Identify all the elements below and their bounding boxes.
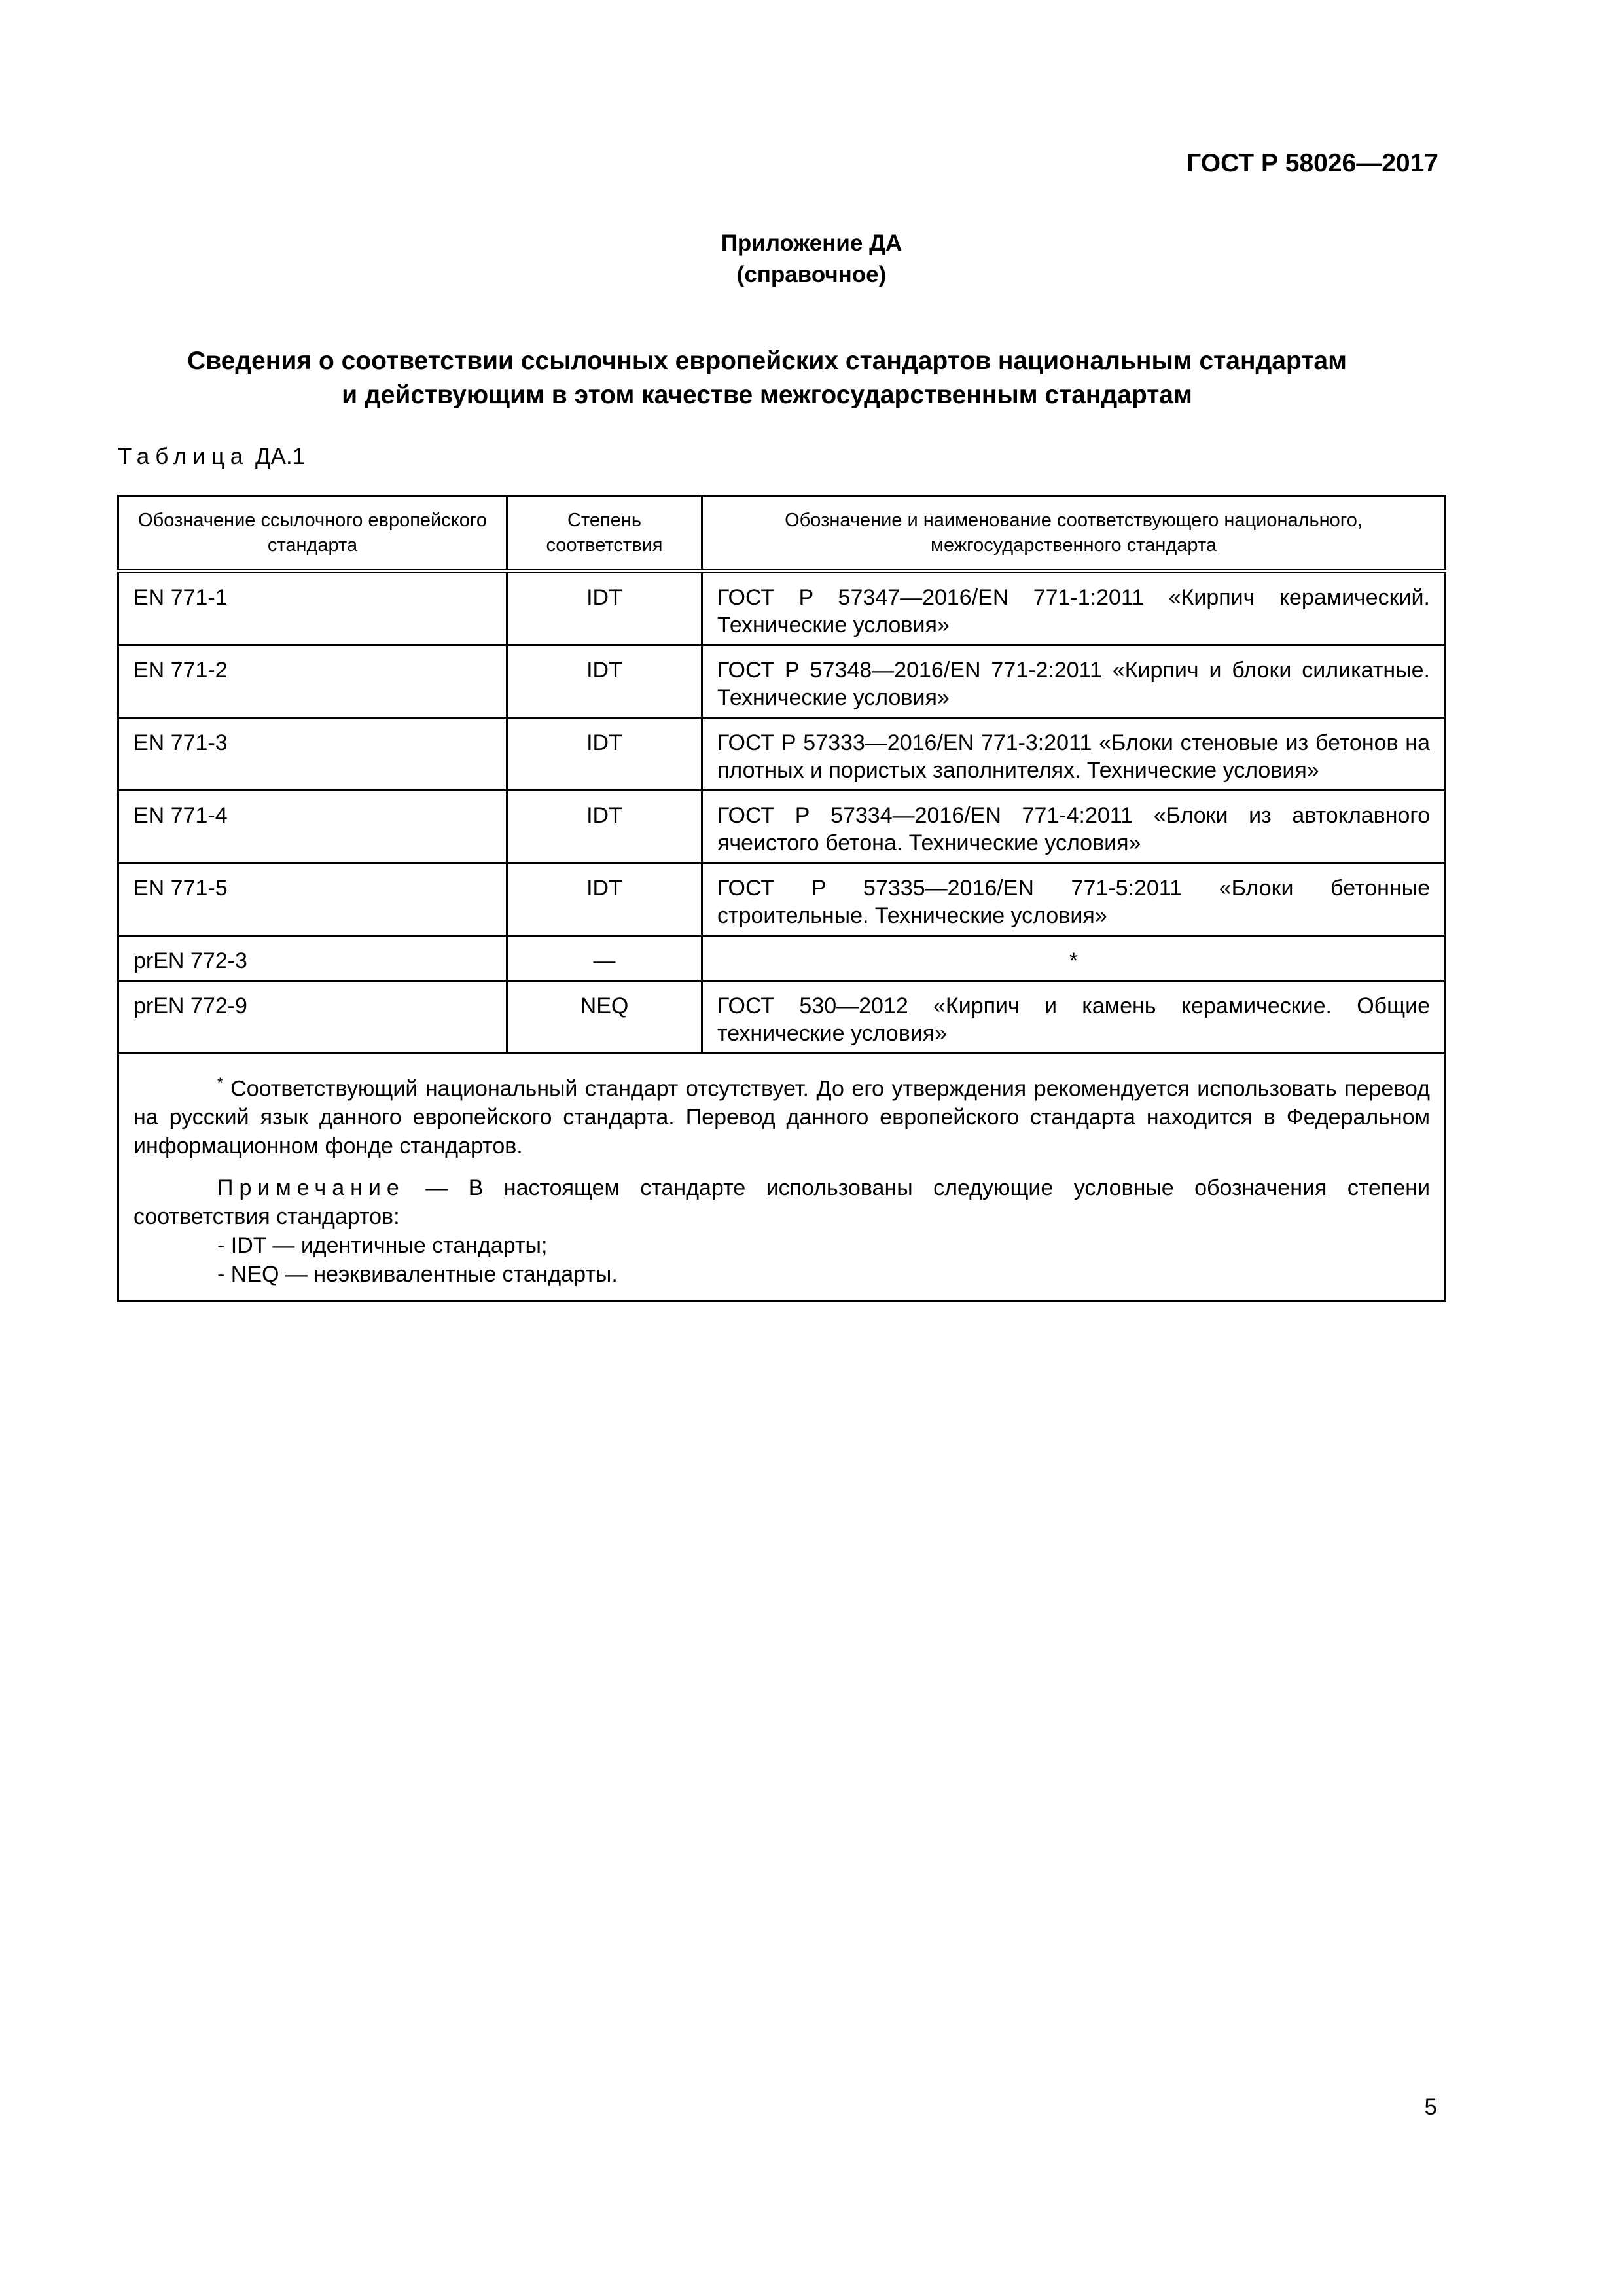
appendix-title: Приложение ДА [721, 230, 902, 256]
cell-reference-standard: EN 771-4 [118, 791, 507, 863]
cell-national-standard: ГОСТ Р 57335—2016/EN 771-5:2011 «Блоки бетонные строительные. Технические условия» [702, 863, 1446, 936]
footnote-text: Соответствующий национальный стандарт отсутствует. До его утверждения рекомендуется использовать перевод на русский язык данного европейского стандарта. Перевод данного европейского стандарта находится в Федеральном информационном фонде стандартов. [134, 1076, 1430, 1159]
table-row [118, 981, 1446, 1054]
cell-degree: IDT [507, 571, 702, 645]
section-title [118, 344, 1416, 412]
cell-degree: — [507, 936, 702, 981]
table-notes-cell [118, 1054, 1446, 1302]
cell-reference-standard: prEN 772-3 [118, 936, 507, 981]
cell-national-standard: ГОСТ 530—2012 «Кирпич и камень керамические. Общие технические условия» [702, 981, 1446, 1054]
document-code: ГОСТ Р 58026—2017 [1186, 149, 1438, 177]
note-text: — В настоящем стандарте использованы следующие условные обозначения степени соответствия стандартов: [134, 1175, 1431, 1230]
cell-degree: IDT [507, 645, 702, 718]
cell-degree: IDT [507, 791, 702, 863]
table-row [118, 863, 1446, 936]
table-row [118, 571, 1446, 645]
header-degree: Степень соответствия [507, 496, 702, 571]
table-header-row [118, 496, 1446, 571]
appendix-heading [0, 228, 1623, 291]
table-caption-word: Таблица [118, 444, 249, 469]
header-reference-standard: Обозначение ссылочного европейского стандарта [118, 496, 507, 571]
table-row [118, 791, 1446, 863]
page-number: 5 [1424, 2094, 1437, 2120]
table-caption-number: ДА.1 [255, 444, 306, 469]
cell-degree: IDT [507, 718, 702, 791]
cell-reference-standard: EN 771-3 [118, 718, 507, 791]
table-notes-row [118, 1054, 1446, 1302]
note-label: Примечание [217, 1175, 405, 1201]
cell-degree: IDT [507, 863, 702, 936]
correspondence-table [117, 495, 1446, 1302]
footnote-marker: * [217, 1075, 223, 1091]
table-row [118, 718, 1446, 791]
cell-reference-standard: EN 771-5 [118, 863, 507, 936]
table-caption [118, 444, 305, 470]
appendix-type: (справочное) [736, 262, 887, 287]
cell-degree: NEQ [507, 981, 702, 1054]
cell-national-standard: ГОСТ Р 57348—2016/EN 771-2:2011 «Кирпич и блоки силикатные. Технические условия» [702, 645, 1446, 718]
note-list-item: - NEQ — неэквивалентные стандарты. [217, 1262, 618, 1287]
cell-national-standard: ГОСТ Р 57333—2016/EN 771-3:2011 «Блоки стеновые из бетонов на плотных и пористых заполнителях. Технические условия» [702, 718, 1446, 791]
header-national-standard: Обозначение и наименование соответствующего национального, межгосударственного стандарта [702, 496, 1446, 571]
cell-reference-standard: prEN 772-9 [118, 981, 507, 1054]
section-title-line-2: и действующим в этом качестве межгосударственным стандартам [342, 381, 1192, 409]
cell-reference-standard: EN 771-2 [118, 645, 507, 718]
table-row [118, 936, 1446, 981]
section-title-line-1: Сведения о соответствии ссылочных европейских стандартов национальным стандартам [187, 347, 1347, 375]
note-list-item: - IDT — идентичные стандарты; [217, 1233, 548, 1259]
cell-reference-standard: EN 771-1 [118, 571, 507, 645]
cell-national-standard: ГОСТ Р 57347—2016/EN 771-1:2011 «Кирпич керамический. Технические условия» [702, 571, 1446, 645]
table-row [118, 645, 1446, 718]
table-note [134, 1174, 1430, 1231]
correspondence-table-wrapper [117, 495, 1444, 1302]
cell-national-standard: ГОСТ Р 57334—2016/EN 771-4:2011 «Блоки из автоклавного ячеистого бетона. Технические условия» [702, 791, 1446, 863]
cell-national-standard-footnote-marker: * [702, 936, 1446, 981]
table-footnote [134, 1069, 1430, 1160]
